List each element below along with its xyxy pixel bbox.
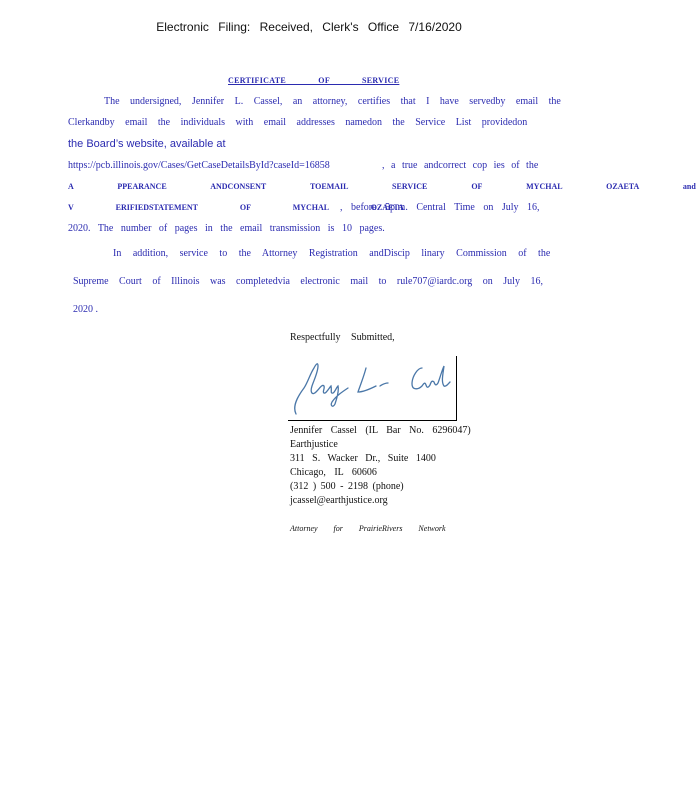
para1-line6b: , before 5p.m. Central Time on July 16, <box>340 202 540 213</box>
closing: Respectfully Submitted, <box>290 332 395 343</box>
para1-line5: A PPEARANCE ANDCONSENT TOEMAIL SERVICE OF MYCHAL OZAETA and <box>68 182 696 191</box>
signer-address: 311 S. Wacker Dr., Suite 1400 <box>290 453 436 464</box>
signer-role: Attorney for PrairieRivers Network <box>290 524 446 533</box>
para1-line2: Clerkandby email the individuals with email addresses namedon the Service List providedon <box>68 117 528 128</box>
signer-name: Jennifer Cassel (IL Bar No. 6296047) <box>290 425 471 436</box>
para2-line2: Supreme Court of Illinois was completedvia electronic mail to rule707@iardc.org on July 16, <box>73 276 543 287</box>
signature-box <box>288 356 457 421</box>
signature-icon <box>288 356 456 420</box>
para1-line1: The undersigned, Jennifer L. Cassel, an attorney, certifies that I have servedby email the <box>104 96 561 107</box>
para1-line3: the Board’s website, available at <box>68 138 226 150</box>
para1-line4b: , a true andcorrect cop ies of the <box>382 160 539 171</box>
document-title: CERTIFICATE OF SERVICE <box>228 76 400 85</box>
signer-org: Earthjustice <box>290 439 338 450</box>
case-link[interactable]: https://pcb.illinois.gov/Cases/GetCaseDetailsById?caseId=16858 <box>68 160 330 171</box>
para2-line1: In addition, service to the Attorney Registration andDiscip linary Commission of the <box>113 248 551 259</box>
filing-header: Electronic Filing: Received, Clerk's Office 7/16/2020 <box>156 20 462 34</box>
signer-email[interactable]: jcassel@earthjustice.org <box>290 495 388 506</box>
signer-city: Chicago, IL 60606 <box>290 467 377 478</box>
para2-line3: 2020 . <box>73 304 98 315</box>
para1-line6a: V ERIFIEDSTATEMENT OF MYCHAL OZAETA <box>68 203 404 212</box>
para1-line7: 2020. The number of pages in the email transmission is 10 pages. <box>68 223 385 234</box>
signer-phone: (312 ) 500 - 2198 (phone) <box>290 481 404 492</box>
